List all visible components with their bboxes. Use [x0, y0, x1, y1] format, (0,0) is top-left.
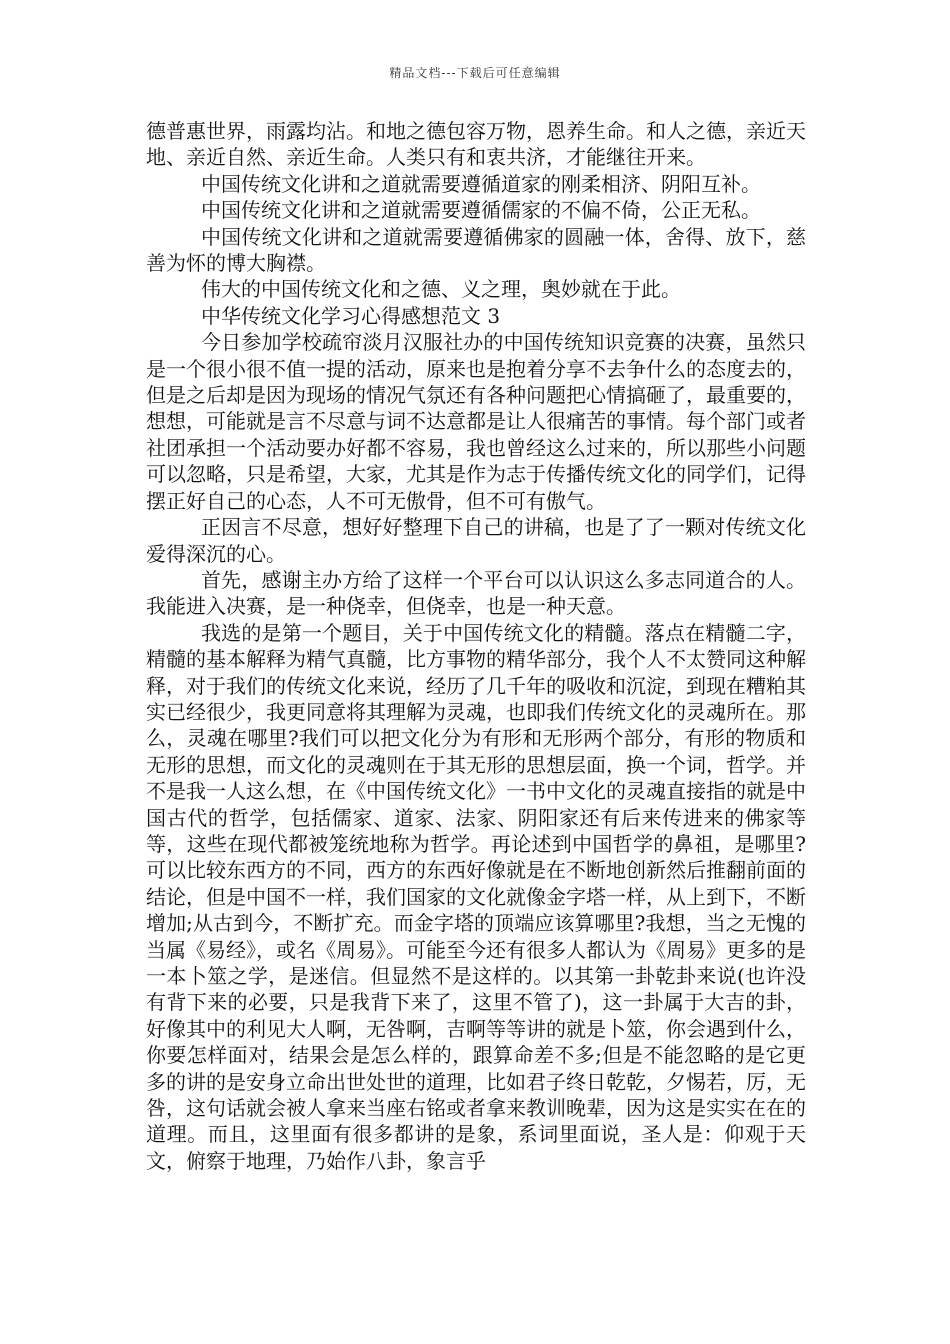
paragraph: 正因言不尽意，想好好整理下自己的讲稿，也是了了一颗对传统文化爱得深沉的心。 — [146, 515, 806, 566]
article-body — [146, 118, 806, 1174]
paragraph: 中国传统文化讲和之道就需要遵循佛家的圆融一体，舍得、放下，慈善为怀的博大胸襟。 — [146, 224, 806, 276]
section-title: 中华传统文化学习心得感想范文 3 — [201, 303, 501, 328]
paragraph: 德普惠世界，雨露均沾。和地之德包容万物，恩养生命。和人之德，亲近天地、亲近自然、亲近生命。人类只有和衷共济，才能继往开来。 — [146, 119, 806, 170]
paragraph: 中国传统文化讲和之道就需要遵循道家的刚柔相济、阴阳互补。 — [201, 171, 761, 196]
paragraph: 中国传统文化讲和之道就需要遵循儒家的不偏不倚，公正无私。 — [201, 198, 761, 223]
page-header: 精品文档---下载后可任意编辑 — [389, 66, 561, 80]
paragraph: 伟大的中国传统文化和之德、义之理，奥妙就在于此。 — [201, 277, 681, 302]
paragraph: 首先，感谢主办方给了这样一个平台可以认识这么多志同道合的人。我能进入决赛，是一种侥幸，但侥幸，也是一种天意。 — [146, 567, 806, 619]
paragraph: 我选的是第一个题目，关于中国传统文化的精髓。落点在精髓二字，精髓的基本解释为精气真髓，比方事物的精华部分，我个人不太赞同这种解释，对于我们的传统文化来说，经历了几千年的吸收和沉淀，到现在糟粕其实已经很少，我更同意将其理解为灵魂，也即我们传统文化的灵魂所在。那么，灵魂在哪里?我们可以把文化分为有形和无形两个部分，有形的物质和无形的思想，而文化的灵魂则在于其无形的思想层面，换一个词，哲学。并不是我一人这么想，在《中国传统文化》一书中文化的灵魂直接指的就是中国古代的哲学，包括儒家、道家、法家、阴阳家还有后来传进来的佛家等等，这些在现代都被笼统地称为哲学。再论述到中国哲学的鼻祖，是哪里?可以比较东西方的不同，西方的东西好像就是在不断地创新然后推翻前面的结论，但是中国不一样，我们国家的文化就像金字塔一样，从上到下，不断增加;从古到今，不断扩充。而金字塔的顶端应该算哪里?我想，当之无愧的当属《易经》，或名《周易》。可能至今还有很多人都认为《周易》更多的是一本卜筮之学，是迷信。但显然不是这样的。以其第一卦乾卦来说(也许没有背下来的必要，只是我背下来了，这里不管了)，这一卦属于大吉的卦，好像其中的利见大人啊，无咎啊，吉啊等等讲的就是卜筮，你会遇到什么，你要怎样面对，结果会是怎么样的，跟算命差不多;但是不能忽略的是它更多的讲的是安身立命出世处世的道理，比如君子终日乾乾，夕惕若，厉，无咎，这句话就会被人拿来当座右铭或者拿来教训晚辈，因为这是实实在在的道理。而且，这里面有很多都讲的是象，系词里面说，圣人是：仰观于天文，俯察于地理，乃始作八卦，象言乎 — [146, 620, 806, 1173]
paragraph: 今日参加学校疏帘淡月汉服社办的中国传统知识竞赛的决赛，虽然只是一个很小很不值一提的活动，原来也是抱着分享不去争什么的态度去的，但是之后却是因为现场的情况气氛还有各种问题把心情搞砸了，最重要的，想想，可能就是言不尽意与词不达意都是让人很痛苦的事情。每个部门或者社团承担一个活动要办好都不容易，我也曾经这么过来的，所以那些小问题可以忽略，只是希望，大家，尤其是作为志于传播传统文化的同学们，记得摆正好自己的心态，人不可无傲骨，但不可有傲气。 — [146, 330, 806, 513]
